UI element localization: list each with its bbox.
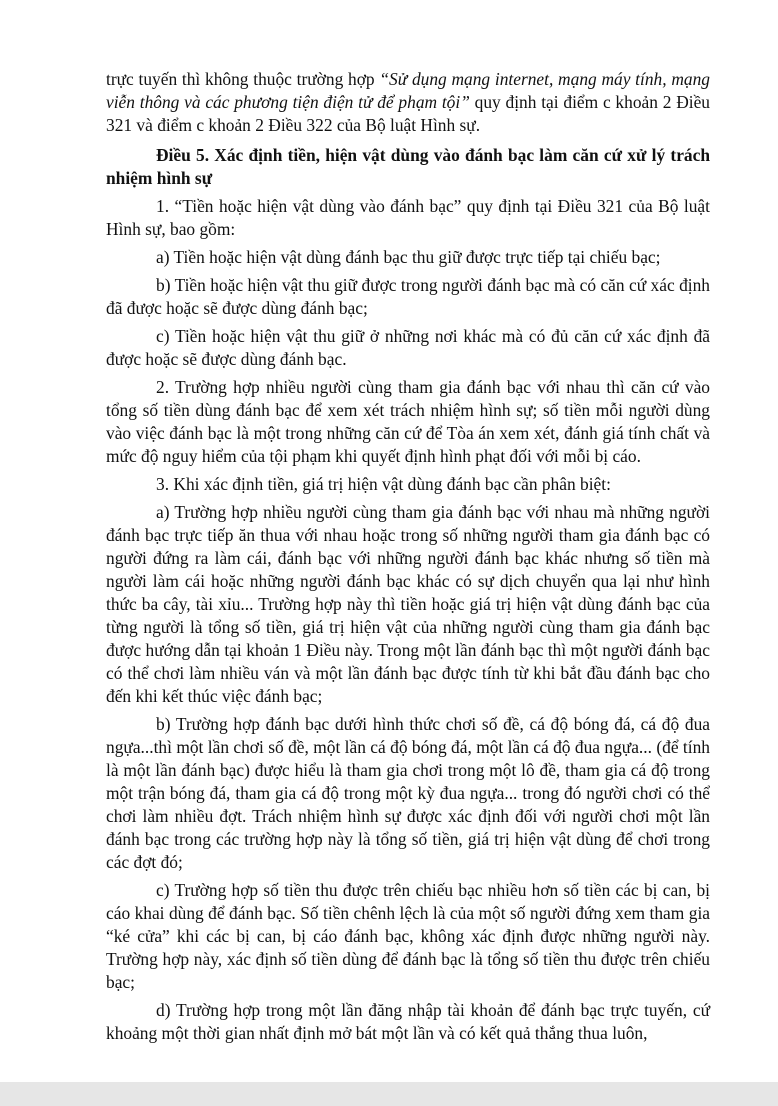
intro-text-2: quy định tại điểm c khoản 2 Điều 321 và điểm c khoản 2 Điều 322 của Bộ luật Hình sự. [106, 92, 710, 135]
intro-text-1: trực tuyến thì không thuộc trường hợp [106, 69, 380, 89]
paragraph-3c: c) Trường hợp số tiền thu được trên chiếu bạc nhiều hơn số tiền các bị can, bị cáo khai dùng để đánh bạc. Số tiền chênh lệch là của một số người đứng xem tham gia “ké cửa” khi các bị can, bị cáo đánh bạc, không xác định được những người này. Trường hợp này, xác định số tiền dùng để đánh bạc là tổng số tiền thu được trên chiếu bạc; [106, 880, 710, 992]
intro-quote: “Sử dụng mạng internet, mạng máy tính, mạng viễn thông và các phương tiện điện tử để phạm tội” [106, 69, 710, 112]
paragraph-1: 1. “Tiền hoặc hiện vật dùng vào đánh bạc” quy định tại Điều 321 của Bộ luật Hình sự, bao gồm: [106, 196, 710, 239]
page-bottom-bar [0, 1082, 778, 1106]
document-body [106, 68, 710, 1045]
article-heading: Điều 5. Xác định tiền, hiện vật dùng vào đánh bạc làm căn cứ xử lý trách nhiệm hình sự [106, 145, 710, 188]
paragraph-3b: b) Trường hợp đánh bạc dưới hình thức chơi số đề, cá độ bóng đá, cá độ đua ngựa...thì một lần chơi số đề, một lần cá độ bóng đá, một lần cá độ đua ngựa... (để tính là một lần đánh bạc) được hiểu là tham gia chơi trong một lô đề, tham gia cá độ trong một trận bóng đá, tham gia cá độ trong một kỳ đua ngựa... trong đó người chơi có thể chơi làm nhiều đợt. Trách nhiệm hình sự được xác định đối với người chơi một lần đánh bạc trong các trường hợp này là tổng số tiền, giá trị hiện vật dùng để chơi trong các đợt đó; [106, 714, 710, 872]
paragraph-3d: d) Trường hợp trong một lần đăng nhập tài khoản để đánh bạc trực tuyến, cứ khoảng một thời gian nhất định mở bát một lần và có kết quả thắng thua luôn, [106, 1000, 710, 1043]
intro-paragraph [106, 68, 710, 137]
paragraph-2: 2. Trường hợp nhiều người cùng tham gia đánh bạc với nhau thì căn cứ vào tổng số tiền dùng đánh bạc để xem xét trách nhiệm hình sự; số tiền mỗi người dùng vào việc đánh bạc là một trong những căn cứ để Tòa án xem xét, đánh giá tính chất và mức độ nguy hiểm của tội phạm khi quyết định hình phạt đối với mỗi bị cáo. [106, 377, 710, 466]
paragraph-3a: a) Trường hợp nhiều người cùng tham gia đánh bạc với nhau mà những người đánh bạc trực tiếp ăn thua với nhau hoặc trong số những người tham gia đánh bạc có người đứng ra làm cái, đánh bạc với những người đánh bạc khác nhưng số tiền mà người làm cái hoặc những người đánh bạc khác có sự dịch chuyển qua lại như hình thức ba cây, tài xỉu... Trường hợp này thì tiền hoặc giá trị hiện vật dùng đánh bạc của từng người là tổng số tiền, giá trị hiện vật của những người cùng tham gia đánh bạc được hướng dẫn tại khoản 1 Điều này. Trong một lần đánh bạc thì một người đánh bạc có thể chơi làm nhiều ván và một lần đánh bạc được tính từ khi bắt đầu đánh bạc cho đến khi kết thúc việc đánh bạc; [106, 502, 710, 706]
paragraph-3: 3. Khi xác định tiền, giá trị hiện vật dùng đánh bạc cần phân biệt: [156, 474, 611, 494]
paragraph-1a: a) Tiền hoặc hiện vật dùng đánh bạc thu giữ được trực tiếp tại chiếu bạc; [156, 247, 661, 267]
paragraph-1b: b) Tiền hoặc hiện vật thu giữ được trong người đánh bạc mà có căn cứ xác định đã được hoặc sẽ được dùng đánh bạc; [106, 275, 710, 318]
paragraph-1c: c) Tiền hoặc hiện vật thu giữ ở những nơi khác mà có đủ căn cứ xác định đã được hoặc sẽ được dùng đánh bạc. [106, 326, 710, 369]
